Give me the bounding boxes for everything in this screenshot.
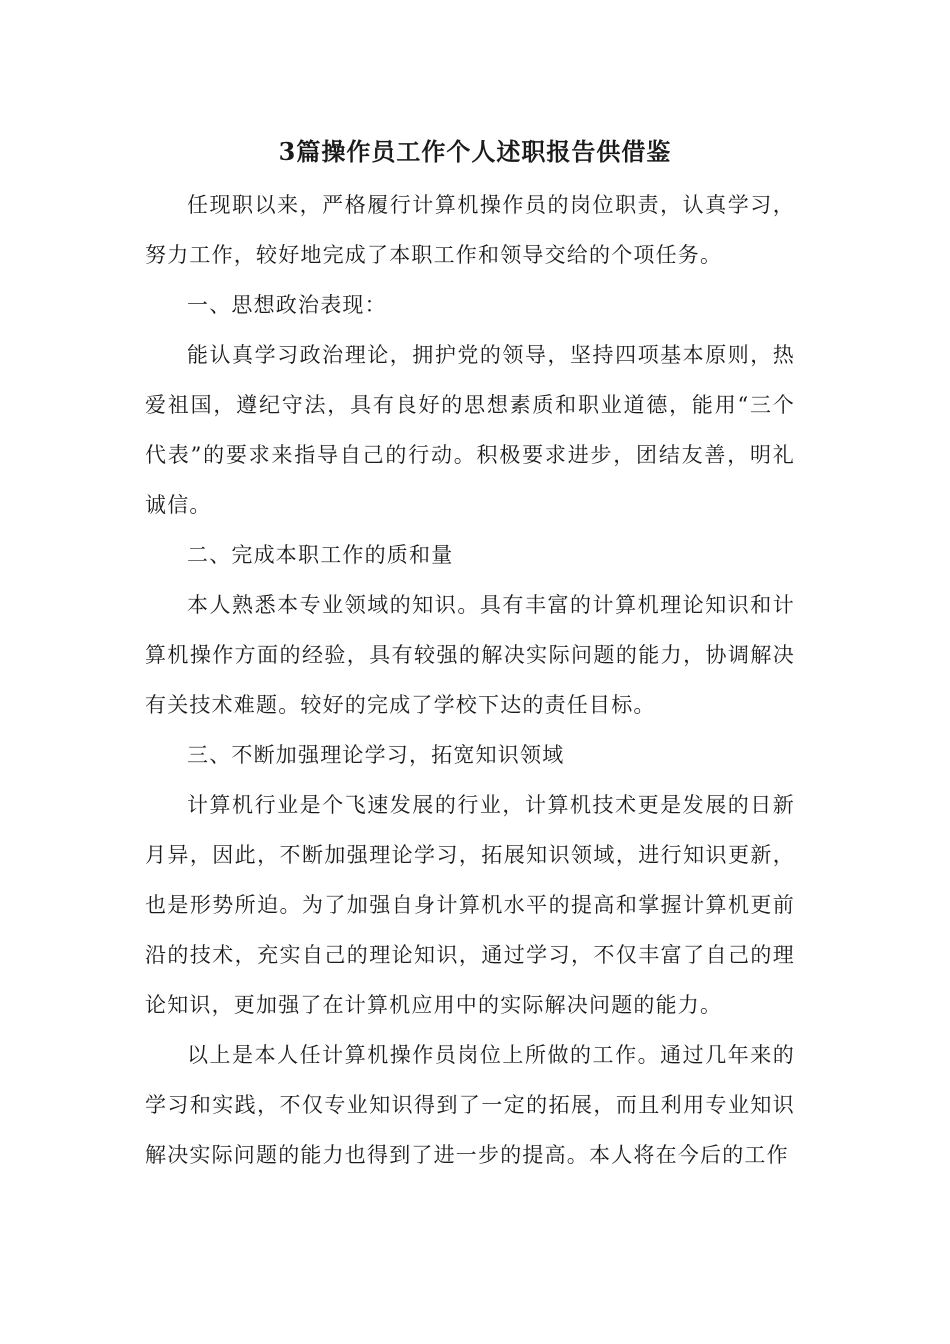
section-heading-learning: 三、不断加强理论学习，拓宽知识领域	[187, 743, 565, 767]
political-paragraph: 能认真学习政治理论，拥护党的领导，坚持四项基本原则，热爱祖国，遵纪守法，具有良好的思想素质和职业道德，能用“三个代表”的要求来指导自己的行动。积极要求进步，团结友善，明礼诚信。	[145, 343, 795, 517]
document-body	[145, 180, 795, 1180]
work-quality-paragraph: 本人熟悉本专业领域的知识。具有丰富的计算机理论知识和计算机操作方面的经验，具有较强的解决实际问题的能力，协调解决有关技术难题。较好的完成了学校下达的责任目标。	[145, 593, 795, 717]
learning-paragraph: 计算机行业是个飞速发展的行业，计算机技术更是发展的日新月异，因此，不断加强理论学习，拓展知识领域，进行知识更新，也是形势所迫。为了加强自身计算机水平的提高和掌握计算机更前沿的技术，充实自己的理论知识，通过学习，不仅丰富了自己的理论知识，更加强了在计算机应用中的实际解决问题的能力。	[145, 793, 795, 1017]
summary-paragraph: 以上是本人任计算机操作员岗位上所做的工作。通过几年来的学习和实践，不仅专业知识得到了一定的拓展，而且利用专业知识解决实际问题的能力也得到了进一步的提高。本人将在今后的工作	[145, 1043, 795, 1167]
section-heading-political: 一、思想政治表现：	[187, 293, 387, 317]
document-title: 3篇操作员工作个人述职报告供借鉴	[278, 137, 672, 166]
intro-paragraph: 任现职以来，严格履行计算机操作员的岗位职责，认真学习，努力工作，较好地完成了本职工作和领导交给的个项任务。	[145, 193, 795, 267]
section-heading-work-quality: 二、完成本职工作的质和量	[187, 543, 454, 567]
